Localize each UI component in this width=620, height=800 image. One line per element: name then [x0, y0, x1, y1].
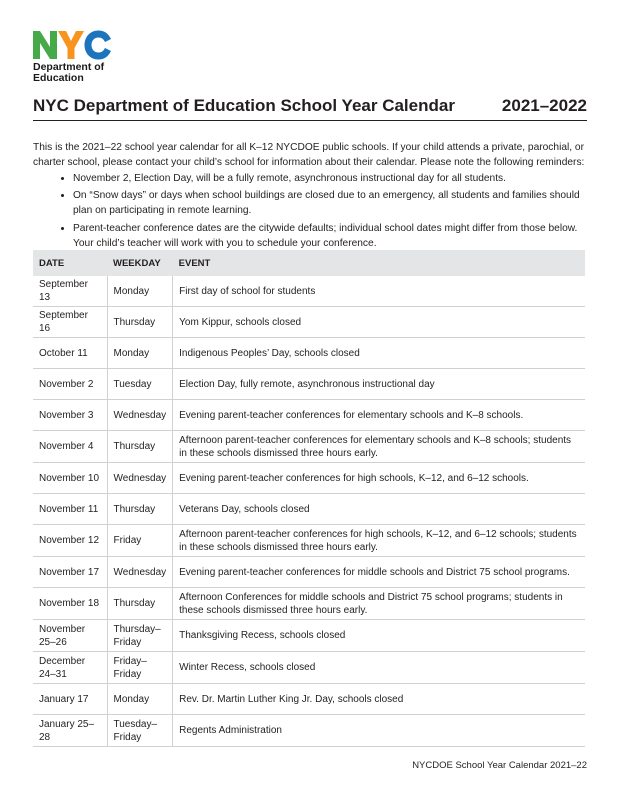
table-row: [33, 588, 585, 620]
cell-event: Election Day, fully remote, asynchronous instructional day: [173, 369, 585, 400]
cell-event: Regents Administration: [173, 715, 585, 747]
cell-event: Thanksgiving Recess, schools closed: [173, 620, 585, 652]
header-event: EVENT: [173, 250, 585, 276]
header-date: DATE: [33, 250, 107, 276]
page-footer: NYCDOE School Year Calendar 2021–22: [412, 760, 587, 771]
cell-weekday: Thursday–Friday: [107, 620, 173, 652]
cell-weekday: Monday: [107, 276, 173, 307]
cell-date: November 18: [33, 588, 107, 620]
cell-event: Indigenous Peoples’ Day, schools closed: [173, 338, 585, 369]
table-row: [33, 338, 585, 369]
cell-weekday: Friday–Friday: [107, 652, 173, 684]
table-row: [33, 400, 585, 431]
cell-weekday: Wednesday: [107, 557, 173, 588]
table-row: [33, 557, 585, 588]
cell-date: November 10: [33, 463, 107, 494]
calendar-table: [33, 250, 585, 747]
table-row: [33, 525, 585, 557]
school-year: 2021–2022: [501, 96, 587, 115]
cell-weekday: Thursday: [107, 588, 173, 620]
cell-weekday: Thursday: [107, 494, 173, 525]
cell-weekday: Thursday: [107, 431, 173, 463]
table-header-row: [33, 250, 585, 276]
cell-date: November 4: [33, 431, 107, 463]
cell-date: November 17: [33, 557, 107, 588]
cell-date: September 13: [33, 276, 107, 307]
cell-date: November 11: [33, 494, 107, 525]
cell-event: First day of school for students: [173, 276, 585, 307]
table-row: [33, 684, 585, 715]
table-row: [33, 715, 585, 747]
cell-weekday: Thursday: [107, 307, 173, 338]
cell-event: Veterans Day, schools closed: [173, 494, 585, 525]
table-row: [33, 431, 585, 463]
intro-paragraph: This is the 2021–22 school year calendar for all K–12 NYCDOE public schools. If your child attends a private, parochial, or charter school, please contact your child’s school for information about their calendar. Please note the following reminders:: [33, 142, 585, 168]
cell-date: November 2: [33, 369, 107, 400]
reminder-item: • November 2, Election Day, will be a fully remote, asynchronous instructional day for all students.: [73, 172, 590, 187]
title-row: [33, 96, 587, 121]
table-row: [33, 369, 585, 400]
cell-weekday: Tuesday: [107, 369, 173, 400]
cell-event: Evening parent-teacher conferences for high schools, K–12, and 6–12 schools.: [173, 463, 585, 494]
cell-date: January 25–28: [33, 715, 107, 747]
intro-section: [33, 141, 590, 255]
cell-event: Evening parent-teacher conferences for elementary schools and K–8 schools.: [173, 400, 585, 431]
table-row: [33, 307, 585, 338]
cell-event: Winter Recess, schools closed: [173, 652, 585, 684]
cell-weekday: Wednesday: [107, 463, 173, 494]
cell-date: November 3: [33, 400, 107, 431]
cell-date: November 12: [33, 525, 107, 557]
table-row: [33, 276, 585, 307]
table-row: [33, 494, 585, 525]
department-name: [33, 62, 133, 84]
nyc-doe-logo: [33, 30, 133, 84]
cell-date: December 24–31: [33, 652, 107, 684]
page-title: NYC Department of Education School Year Calendar: [33, 96, 455, 115]
dept-line-2: Education: [33, 72, 84, 84]
dept-line-1: Department of: [33, 61, 105, 73]
reminder-list: [33, 172, 590, 252]
cell-weekday: Friday: [107, 525, 173, 557]
reminder-item: • Parent-teacher conference dates are the citywide defaults; individual school dates might differ from those below. Your child’s teacher will work with you to schedule your conference.: [73, 222, 590, 252]
cell-event: Afternoon parent-teacher conferences for high schools, K–12, and 6–12 schools; students in these schools dismissed three hours early.: [173, 525, 585, 557]
table-row: [33, 652, 585, 684]
cell-weekday: Tuesday–Friday: [107, 715, 173, 747]
cell-weekday: Monday: [107, 684, 173, 715]
cell-event: Afternoon Conferences for middle schools and District 75 school programs; students in these schools dismissed three hours early.: [173, 588, 585, 620]
cell-weekday: Wednesday: [107, 400, 173, 431]
cell-event: Evening parent-teacher conferences for middle schools and District 75 school programs.: [173, 557, 585, 588]
header-weekday: WEEKDAY: [107, 250, 173, 276]
cell-event: Afternoon parent-teacher conferences for elementary schools and K–8 schools; students in these schools dismissed three hours early.: [173, 431, 585, 463]
nyc-logo-mark: [33, 30, 113, 60]
table-row: [33, 620, 585, 652]
cell-date: September 16: [33, 307, 107, 338]
cell-event: Yom Kippur, schools closed: [173, 307, 585, 338]
cell-event: Rev. Dr. Martin Luther King Jr. Day, schools closed: [173, 684, 585, 715]
cell-date: November 25–26: [33, 620, 107, 652]
cell-weekday: Monday: [107, 338, 173, 369]
cell-date: October 11: [33, 338, 107, 369]
reminder-item: • On “Snow days” or days when school buildings are closed due to an emergency, all students and families should plan on participating in remote learning.: [73, 189, 590, 219]
table-row: [33, 463, 585, 494]
cell-date: January 17: [33, 684, 107, 715]
